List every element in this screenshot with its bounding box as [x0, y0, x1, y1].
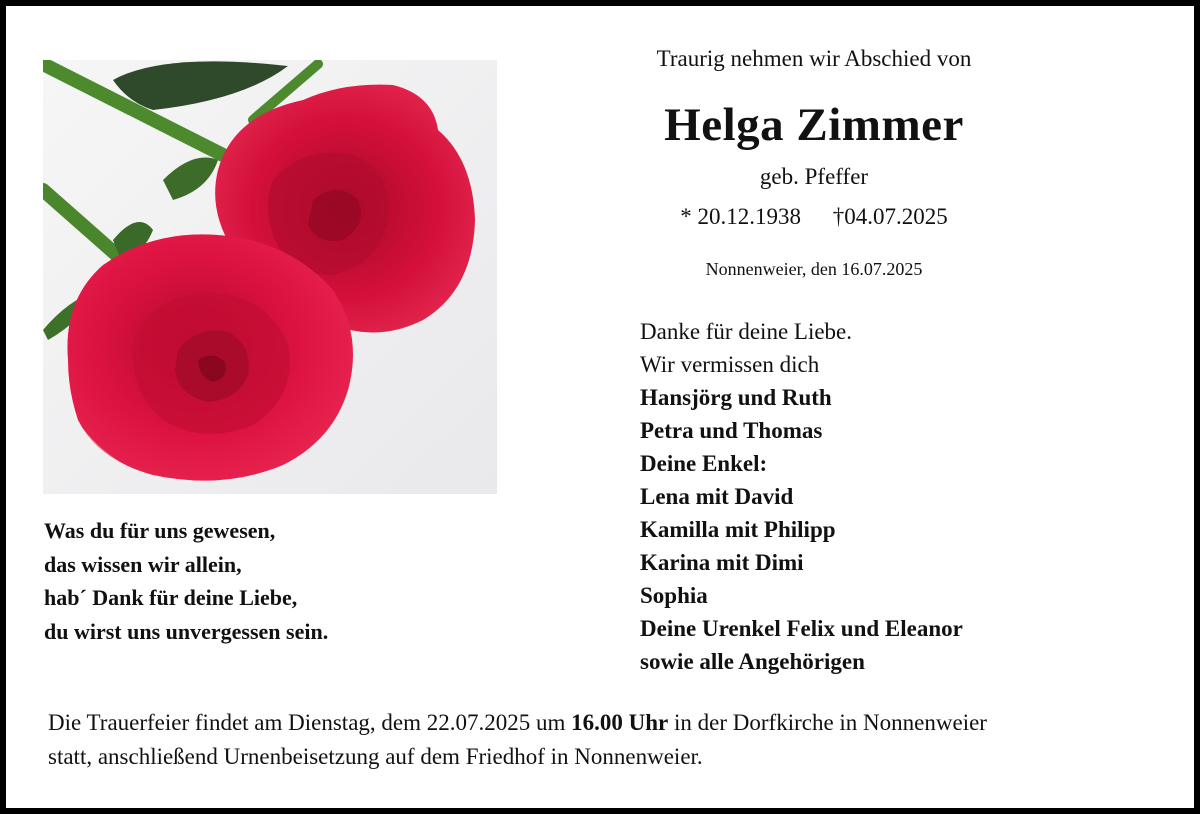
mourner-line: Petra und Thomas — [640, 418, 823, 443]
mourner-line: Wir vermissen dich — [640, 352, 820, 377]
birth-date: * 20.12.1938 — [680, 204, 801, 229]
poem-line: hab´ Dank für deine Liebe, — [44, 585, 298, 610]
mourner-line: Lena mit David — [640, 484, 794, 509]
funeral-text: in der Dorfkirche in Nonnenweier — [668, 710, 987, 735]
obituary-notice — [6, 6, 1194, 808]
birth-name: geb. Pfeffer — [759, 164, 869, 189]
poem-line: du wirst uns unvergessen sein. — [44, 618, 329, 644]
funeral-info — [48, 706, 1168, 774]
poem-line: Was du für uns gewesen, — [44, 518, 276, 543]
mourner-line: Karina mit Dimi — [640, 550, 804, 575]
funeral-text: Die Trauerfeier findet am Dienstag, dem 22.07.2025 um — [48, 710, 572, 735]
mourner-line: Kamilla mit Philipp — [640, 517, 836, 542]
red-roses-image — [43, 60, 497, 494]
farewell-intro: Traurig nehmen wir Abschied von — [656, 46, 972, 71]
mourner-line: Sophia — [640, 583, 708, 608]
funeral-line-2: statt, anschließend Urnenbeisetzung auf dem Friedhof in Nonnenweier. — [48, 744, 703, 769]
deceased-name: Helga Zimmer — [664, 99, 964, 151]
mourner-line: Deine Urenkel Felix und Eleanor — [640, 616, 963, 641]
funeral-time: 16.00 Uhr — [571, 710, 669, 735]
poem-line: das wissen wir allein, — [44, 551, 242, 577]
life-dates — [520, 204, 1108, 230]
mourners-list — [640, 315, 963, 678]
mourner-line: Hansjörg und Ruth — [640, 385, 832, 410]
death-date: †04.07.2025 — [832, 204, 948, 229]
mourner-line: sowie alle Angehörigen — [640, 649, 865, 674]
mourner-line: Deine Enkel: — [640, 451, 768, 476]
place-and-date: Nonnenweier, den 16.07.2025 — [705, 259, 923, 279]
poem — [44, 514, 328, 648]
funeral-line-1 — [48, 706, 1168, 740]
mourner-line: Danke für deine Liebe. — [640, 319, 853, 344]
